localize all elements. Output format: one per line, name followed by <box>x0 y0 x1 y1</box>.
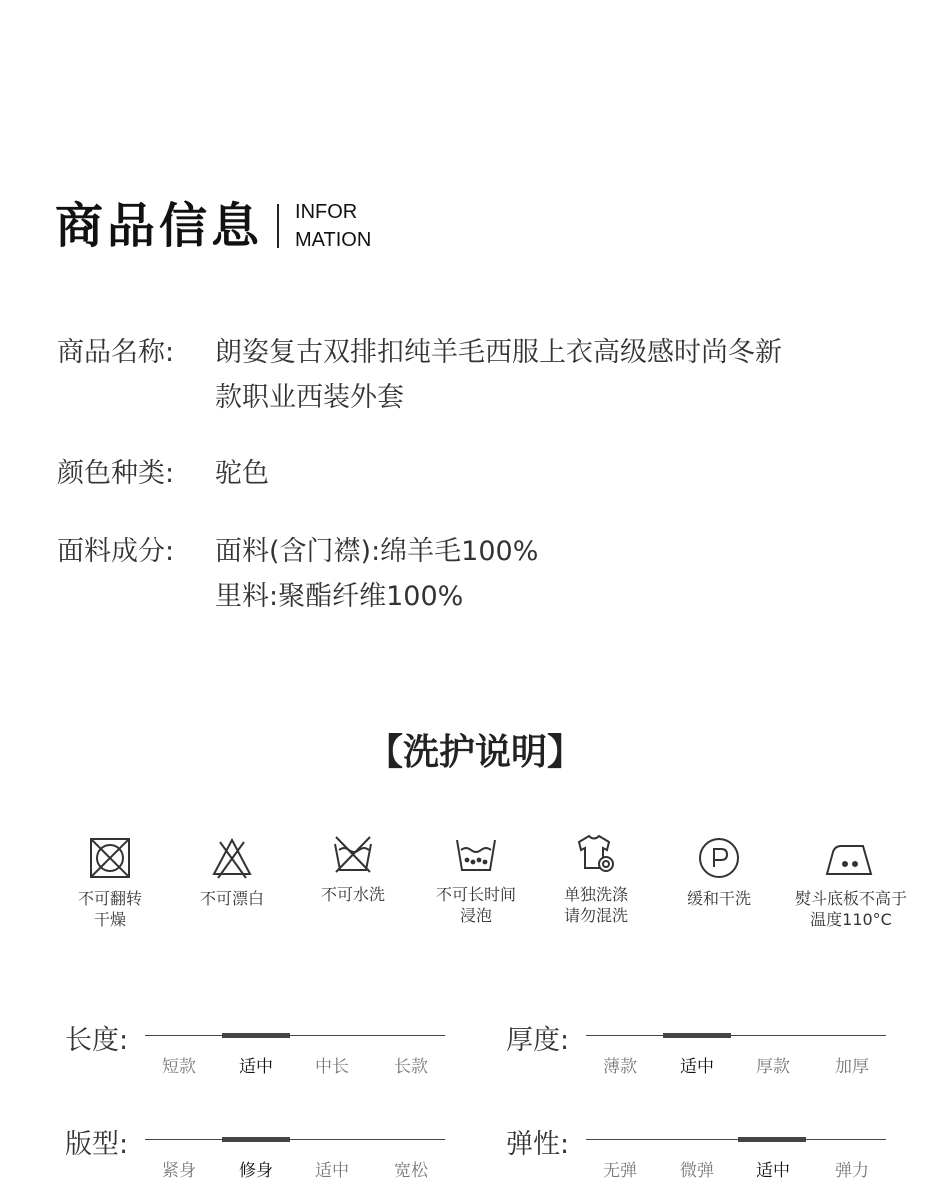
no-long-soak-icon <box>454 832 498 876</box>
care-label-line: 不可水洗 <box>320 885 385 904</box>
care-label-line: 不可翻转 <box>77 889 142 908</box>
care-label-line: 熨斗底板不高于 <box>794 889 907 908</box>
info-key: 颜色种类: <box>57 458 175 489</box>
scale-option: 微弹 <box>680 1161 714 1181</box>
care-label-line: 不可漂白 <box>199 889 264 908</box>
scale-option-selected: 修身 <box>239 1161 273 1181</box>
scale-option: 加厚 <box>835 1057 869 1077</box>
section-title-en-line2: MATION <box>295 229 372 251</box>
info-value-line: 驼色 <box>215 458 269 489</box>
scale-selected-marker <box>222 1033 290 1038</box>
scale-option: 无弹 <box>603 1161 637 1181</box>
info-row-name <box>57 330 885 420</box>
care-label-line: 不可长时间 <box>435 885 516 904</box>
scale-track <box>145 1139 445 1140</box>
scale-name: 长度: <box>65 1025 129 1056</box>
scale-option: 紧身 <box>162 1161 196 1181</box>
care-label <box>669 888 769 909</box>
care-item <box>781 836 921 930</box>
care-label-line: 温度110°C <box>810 910 892 929</box>
section-header <box>55 196 371 256</box>
care-label <box>60 888 160 930</box>
care-item <box>669 836 769 909</box>
info-value-line: 面料(含门襟):绵羊毛100% <box>215 536 539 567</box>
scale-name: 版型: <box>65 1129 129 1160</box>
info-row-fabric <box>57 529 885 619</box>
care-label-line: 干燥 <box>93 910 126 929</box>
care-label-line: 请勿混洗 <box>563 906 628 925</box>
scale-option: 薄款 <box>603 1057 637 1077</box>
scale-name: 厚度: <box>506 1025 570 1056</box>
scale-option-selected: 适中 <box>680 1057 714 1077</box>
care-label-line: 单独洗涤 <box>563 885 628 904</box>
info-value-line: 里料:聚酯纤维100% <box>215 581 464 612</box>
scale-option: 中长 <box>315 1057 349 1077</box>
info-row-color <box>57 451 885 496</box>
title-divider <box>277 204 279 248</box>
no-bleach-icon <box>210 836 254 880</box>
section-title-en <box>295 198 371 254</box>
scale-track <box>145 1035 445 1036</box>
iron-low-temp-icon <box>825 836 877 880</box>
care-label <box>781 888 921 930</box>
scale-option-selected: 适中 <box>756 1161 790 1181</box>
scale-option: 短款 <box>162 1057 196 1077</box>
scale-selected-marker <box>738 1137 806 1142</box>
care-label <box>546 884 646 926</box>
info-value <box>215 330 885 420</box>
scale-option: 厚款 <box>756 1057 790 1077</box>
section-title: 商品信息 <box>55 198 264 254</box>
scale-option: 弹力 <box>835 1161 869 1181</box>
care-item <box>424 832 528 926</box>
scale-option: 宽松 <box>394 1161 428 1181</box>
scale-track <box>586 1139 886 1140</box>
scale-track <box>586 1035 886 1036</box>
info-value-line: 款职业西装外套 <box>215 382 404 413</box>
info-key: 面料成分: <box>57 536 175 567</box>
care-item <box>303 832 403 905</box>
no-tumble-dry-icon <box>88 836 132 880</box>
scale-selected-marker <box>663 1033 731 1038</box>
care-item <box>546 832 646 926</box>
care-label <box>424 884 528 926</box>
info-value <box>215 529 885 619</box>
care-item <box>60 836 160 930</box>
scale-selected-marker <box>222 1137 290 1142</box>
scale-option: 长款 <box>394 1057 428 1077</box>
scale-option: 适中 <box>315 1161 349 1181</box>
care-title: 【洗护说明】 <box>366 732 583 773</box>
care-label <box>182 888 282 909</box>
care-label-line: 缓和干洗 <box>686 889 751 908</box>
no-wash-icon <box>331 832 375 876</box>
info-key: 商品名称: <box>57 337 175 368</box>
gentle-dry-clean-icon <box>697 836 741 880</box>
wash-separately-icon <box>573 832 619 876</box>
care-label <box>303 884 403 905</box>
section-title-en-line1: INFOR <box>295 201 358 223</box>
care-item <box>182 836 282 909</box>
care-label-line: 浸泡 <box>459 906 492 925</box>
scale-name: 弹性: <box>506 1129 570 1160</box>
info-value-line: 朗姿复古双排扣纯羊毛西服上衣高级感时尚冬新 <box>215 337 782 368</box>
info-value <box>215 451 885 496</box>
scale-option-selected: 适中 <box>239 1057 273 1077</box>
